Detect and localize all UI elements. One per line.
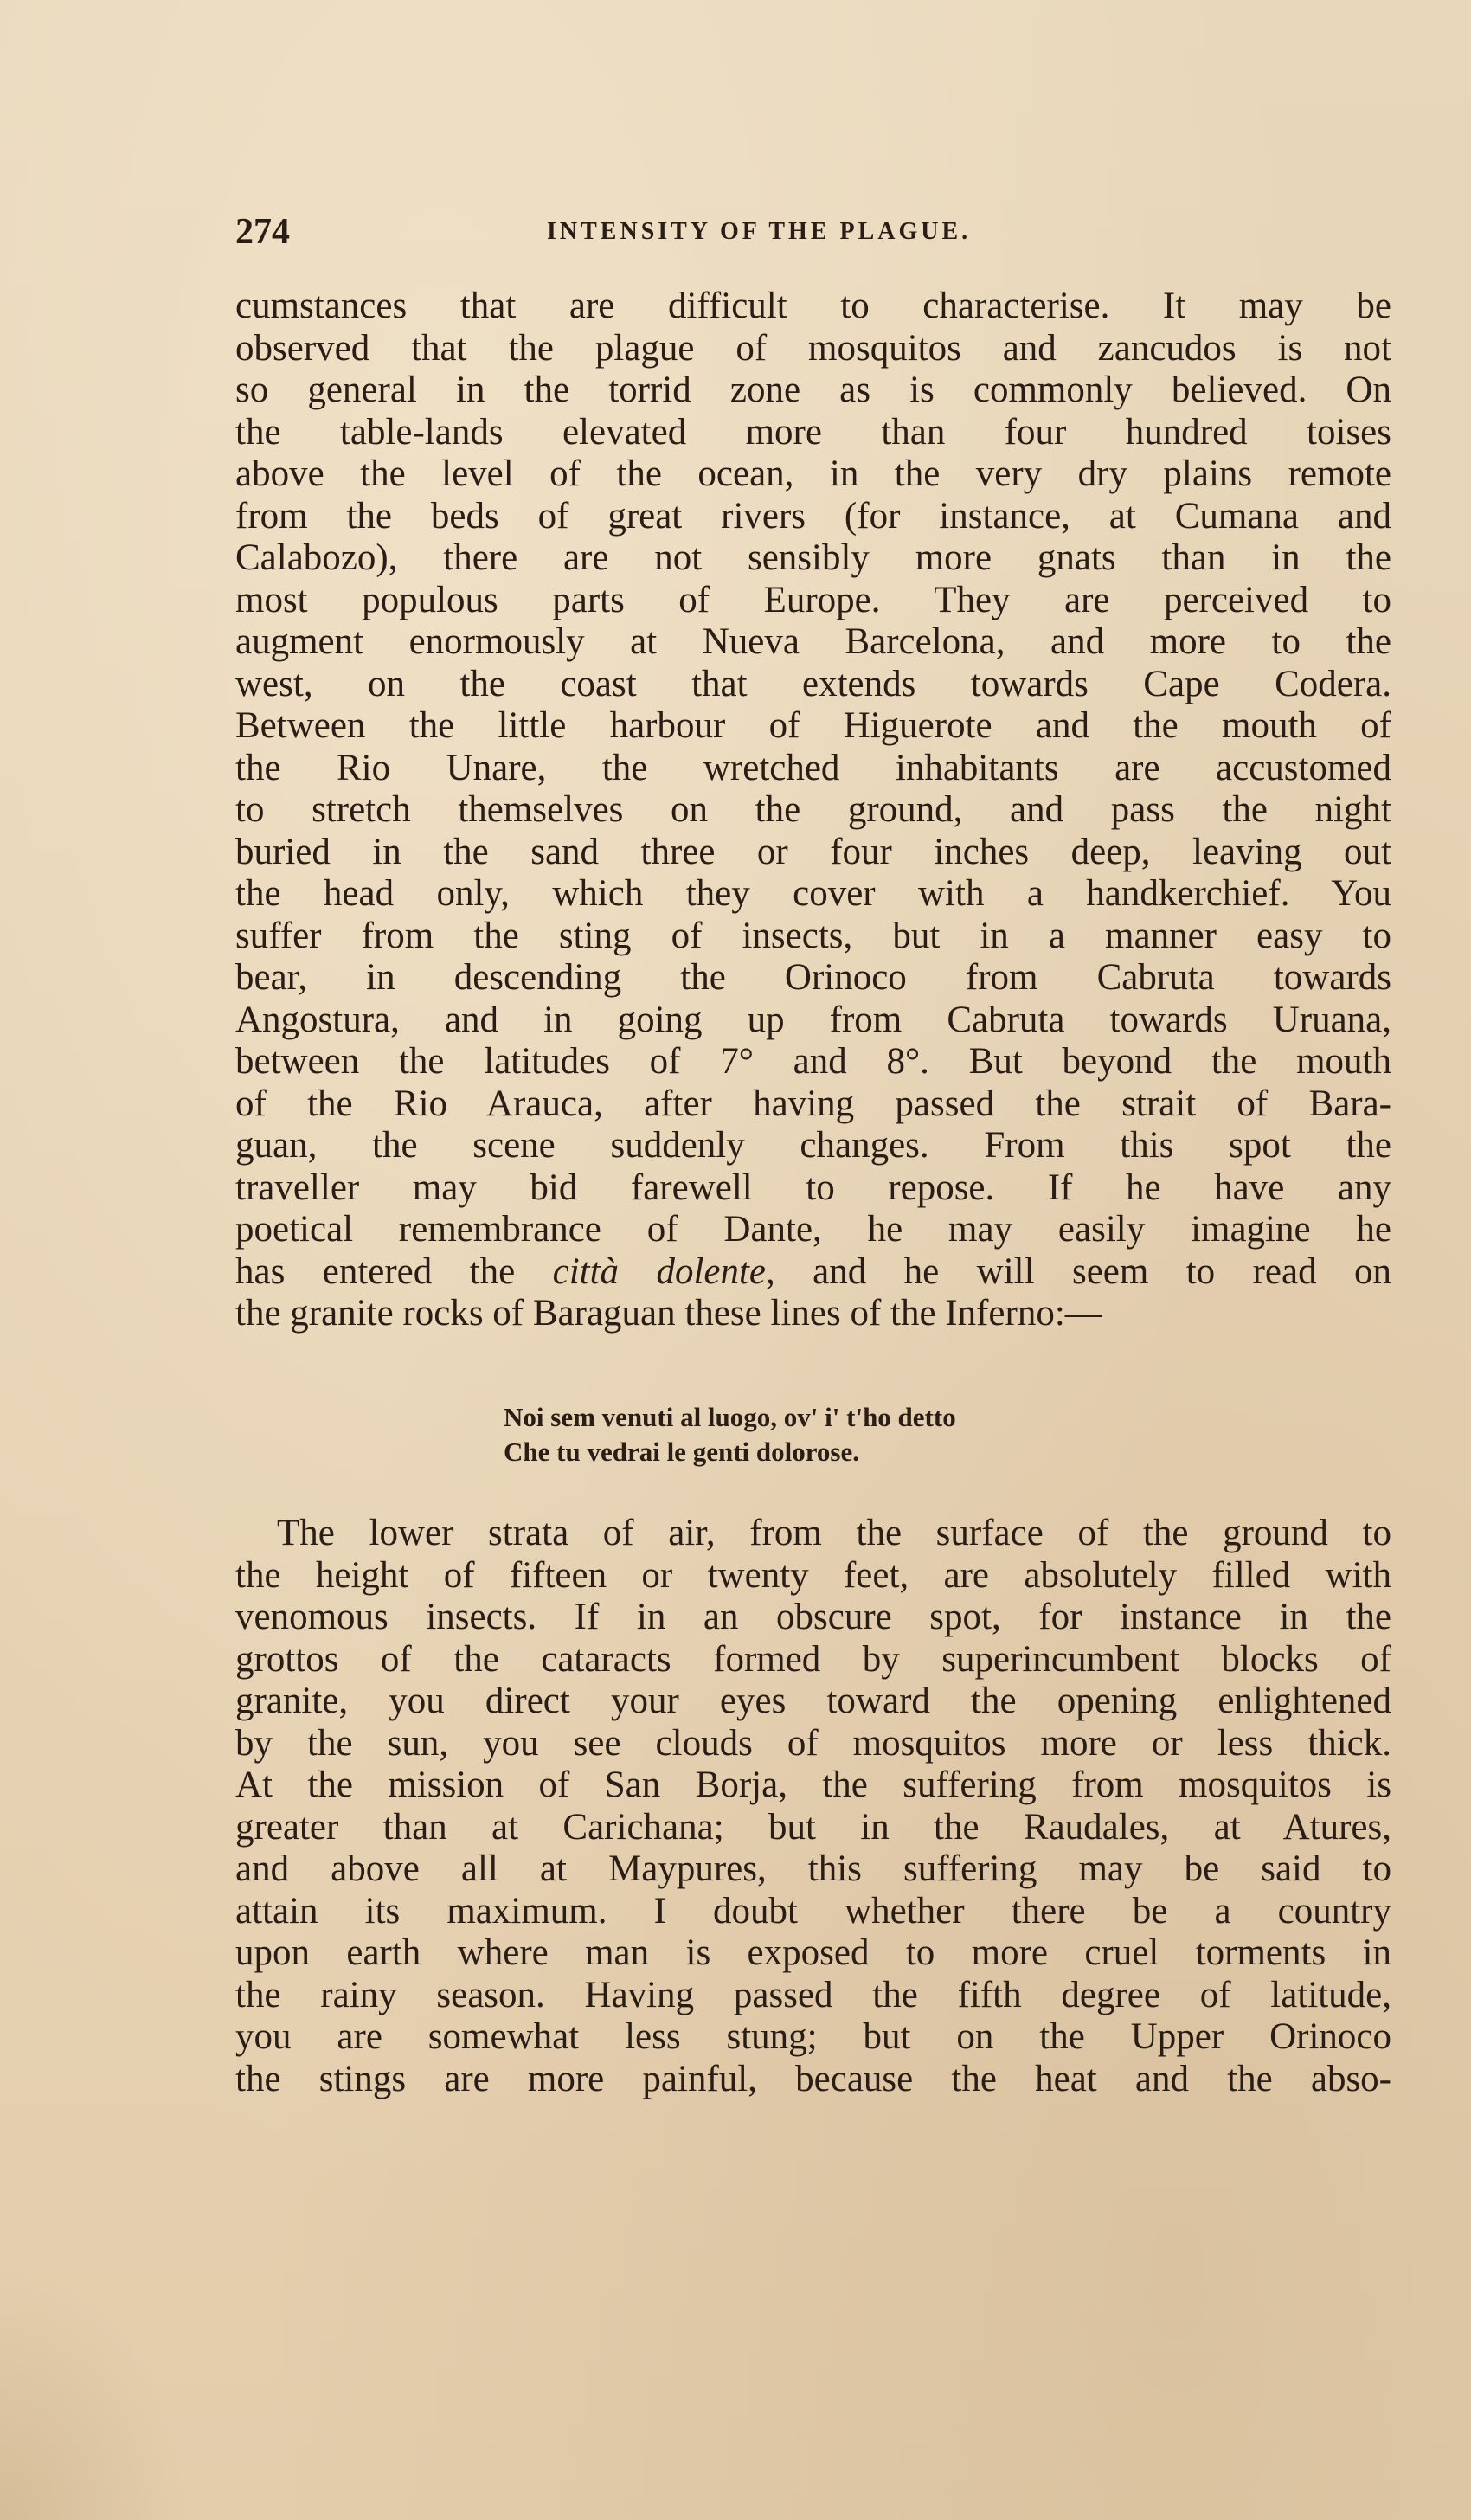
text-line: and above all at Maypures, this suffering may be said to <box>235 1848 1391 1889</box>
text-line: the Rio Unare, the wretched inhabitants are accustomed <box>235 747 1391 788</box>
running-title: INTENSITY OF THE PLAGUE. <box>547 218 972 245</box>
text-line: attain its maximum. I doubt whether there be a country <box>235 1890 1391 1932</box>
text-line: the rainy season. Having passed the fifth degree of latitude, <box>235 1974 1391 2015</box>
text-line: Calabozo), there are not sensibly more gnats than in the <box>235 537 1391 578</box>
text-line: by the sun, you see clouds of mosquitos more or less thick. <box>235 1722 1391 1764</box>
text-line: observed that the plague of mosquitos and zancudos is not <box>235 327 1391 369</box>
text-line: At the mission of San Borja, the suffering from mosquitos is <box>235 1765 1391 1805</box>
text-line: from the beds of great rivers (for instance, at Cumana and <box>235 495 1391 537</box>
text-line: suffer from the sting of insects, but in a manner easy to <box>235 915 1391 956</box>
text-segment: has entered the <box>235 1250 553 1292</box>
text-line: bear, in descending the Orinoco from Cabruta towards <box>235 957 1391 998</box>
text-line: cumstances that are difficult to characterise. It may be <box>235 286 1391 326</box>
italic-phrase: città dolente <box>552 1250 767 1292</box>
text-line: west, on the coast that extends towards Cape Codera. <box>235 663 1391 704</box>
text-line: traveller may bid farewell to repose. If he have any <box>235 1167 1391 1208</box>
text-line: so general in the torrid zone as is commonly believed. On <box>235 370 1391 410</box>
text-line: most populous parts of Europe. They are perceived to <box>235 579 1391 620</box>
text-line: you are somewhat less stung; but on the Upper Orinoco <box>235 2016 1391 2057</box>
text-line: Between the little harbour of Higuerote and the mouth of <box>235 705 1391 746</box>
verse-quotation <box>504 1400 1282 1469</box>
text-line: to stretch themselves on the ground, and pass the night <box>235 789 1391 830</box>
text-line: grottos of the cataracts formed by superincumbent blocks of <box>235 1638 1391 1680</box>
text-line: the table-lands elevated more than four hundred toises <box>235 411 1391 453</box>
text-line: above the level of the ocean, in the very dry plains remote <box>235 453 1391 494</box>
text-line-with-italic <box>235 1251 1391 1294</box>
text-line: guan, the scene suddenly changes. From this spot the <box>235 1125 1391 1166</box>
paragraph-1 <box>235 286 1391 1335</box>
verse-line: Noi sem venuti al luogo, ov' i' t'ho detto <box>504 1402 956 1432</box>
text-line: greater than at Carichana; but in the Raudales, at Atures, <box>235 1806 1391 1848</box>
text-line: the head only, which they cover with a handkerchief. You <box>235 873 1391 914</box>
text-line: venomous insects. If in an obscure spot, for instance in the <box>235 1597 1391 1637</box>
page-header <box>235 206 1391 258</box>
text-line: poetical remembrance of Dante, he may easily imagine he <box>235 1209 1391 1250</box>
paper-stain <box>0 2267 190 2520</box>
paragraph-2 <box>235 1513 1391 2100</box>
text-line: Angostura, and in going up from Cabruta towards Uruana, <box>235 999 1391 1040</box>
text-line: The lower strata of air, from the surface of the ground to <box>277 1513 1391 1553</box>
text-line: the stings are more painful, because the heat and the abso- <box>235 2058 1391 2099</box>
text-line: the height of fifteen or twenty feet, are absolutely filled with <box>235 1554 1391 1596</box>
text-line: the granite rocks of Baraguan these lines of the Inferno:— <box>235 1293 1102 1334</box>
text-line: between the latitudes of 7° and 8°. But beyond the mouth <box>235 1041 1391 1082</box>
verse-line: Che tu vedrai le genti dolorose. <box>504 1437 860 1467</box>
text-segment: , and he will seem to read on <box>766 1250 1391 1292</box>
page-number: 274 <box>235 212 290 252</box>
text-line: of the Rio Arauca, after having passed the strait of Bara- <box>235 1083 1391 1124</box>
text-line: buried in the sand three or four inches deep, leaving out <box>235 831 1391 872</box>
text-line: augment enormously at Nueva Barcelona, and more to the <box>235 621 1391 662</box>
text-line: granite, you direct your eyes toward the opening enlightened <box>235 1681 1391 1721</box>
text-line: upon earth where man is exposed to more cruel torments in <box>235 1932 1391 1973</box>
